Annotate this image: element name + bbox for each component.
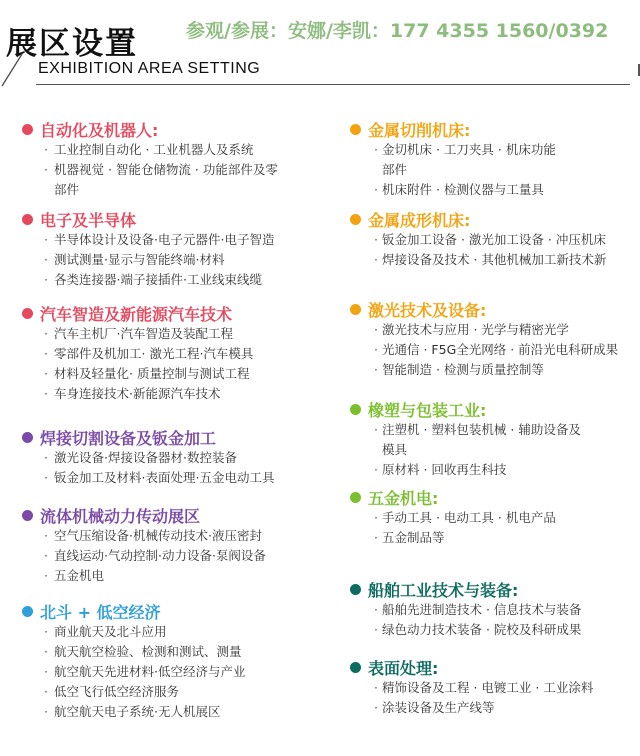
list-item-text: 绿色动力技术装备 · 院校及科研成果	[382, 622, 582, 637]
list-item-text: 激光技术与应用 · 光学与精密光学	[382, 322, 569, 337]
list-item-text: 零部件及机加工· 激光工程·汽车模具	[54, 346, 254, 361]
section-header	[340, 486, 640, 508]
bullet-dot-icon	[22, 606, 33, 617]
list-item-text: 精饰设备及工程 · 电镀工业 · 工业涂料	[382, 680, 594, 695]
list-item	[340, 460, 640, 480]
list-item	[340, 600, 640, 620]
bullet-dot-icon	[350, 404, 361, 415]
list-item	[0, 160, 340, 200]
section-header	[340, 656, 640, 678]
section-header	[0, 426, 340, 448]
section-title: 自动化及机器人:	[40, 121, 159, 140]
section-item-list	[340, 678, 640, 718]
bullet-dot-icon	[22, 124, 33, 135]
list-bullet-icon: ·	[44, 684, 48, 699]
decorative-slash	[0, 52, 40, 88]
list-bullet-icon: ·	[44, 450, 48, 465]
list-bullet-icon: ·	[374, 182, 378, 197]
section-header	[340, 118, 640, 140]
section-header	[340, 578, 640, 600]
section-title: 流体机械动力传动展区	[40, 507, 201, 526]
list-item-text: 金切机床 · 工刀夹具 · 机床功能 部件	[382, 142, 556, 177]
bullet-dot-icon	[22, 214, 33, 225]
list-bullet-icon: ·	[374, 322, 378, 337]
bullet-dot-icon	[350, 492, 361, 503]
list-item	[0, 468, 340, 488]
list-bullet-icon: ·	[374, 252, 378, 267]
list-item-text: 低空飞行低空经济服务	[54, 684, 180, 699]
list-bullet-icon: ·	[44, 528, 48, 543]
section-title: 焊接切割设备及钣金加工	[40, 429, 217, 448]
list-bullet-icon: ·	[44, 252, 48, 267]
section-title: 激光技术及设备:	[368, 301, 487, 320]
list-item-text: 焊接设备及技术 · 其他机械加工新技术新	[382, 252, 607, 267]
list-bullet-icon: ·	[44, 326, 48, 341]
section-item-list	[340, 320, 640, 380]
list-item	[340, 230, 640, 250]
list-item-text: 船舶先进制造技术 · 信息技术与装备	[382, 602, 582, 617]
list-item-text: 手动工具 · 电动工具 · 机电产品	[382, 510, 556, 525]
list-item-text: 航空航天先进材料·低空经济与产业	[54, 664, 246, 679]
list-item	[0, 702, 340, 722]
exhibit-section	[0, 504, 340, 586]
list-item	[0, 642, 340, 662]
list-item	[0, 344, 340, 364]
list-item	[0, 230, 340, 250]
list-item-text: 智能制造 · 检测与质量控制等	[382, 362, 544, 377]
list-item-text: 车身连接技术·新能源汽车技术	[54, 386, 221, 401]
list-item	[0, 448, 340, 468]
contact-line: 参观/参展：安娜/李凯：177 4355 1560/0392	[186, 20, 609, 42]
section-title: 五金机电:	[368, 489, 439, 508]
exhibit-section	[340, 578, 640, 640]
list-item-text: 商业航天及北斗应用	[54, 624, 167, 639]
list-bullet-icon: ·	[44, 644, 48, 659]
list-item-text: 原材料 · 回收再生科技	[382, 462, 507, 477]
section-header	[340, 398, 640, 420]
list-item-text: 汽车主机厂·汽车智造及装配工程	[54, 326, 233, 341]
list-bullet-icon: ·	[374, 530, 378, 545]
list-item-text: 空气压缩设备·机械传动技术·液压密封	[54, 528, 262, 543]
list-item	[0, 140, 340, 160]
section-item-list	[0, 324, 340, 404]
list-bullet-icon: ·	[374, 462, 378, 477]
list-item-text: 航天航空检验、检测和测试、测量	[54, 644, 242, 659]
list-item	[0, 622, 340, 642]
list-bullet-icon: ·	[44, 142, 48, 157]
bullet-dot-icon	[350, 214, 361, 225]
exhibit-section	[340, 118, 640, 200]
list-bullet-icon: ·	[374, 510, 378, 525]
list-item	[340, 320, 640, 340]
page-title-en: EXHIBITION AREA SETTING	[38, 60, 261, 77]
list-item	[340, 528, 640, 548]
list-bullet-icon: ·	[44, 664, 48, 679]
list-item-text: 钣金加工及材料·表面处理·五金电动工具	[54, 470, 275, 485]
section-title: 船舶工业技术与装备:	[368, 581, 519, 600]
edge-mark	[635, 64, 640, 76]
list-item	[340, 420, 640, 460]
list-item	[0, 324, 340, 344]
list-item-text: 测试测量·显示与智能终端·材料	[54, 252, 225, 267]
exhibit-section	[340, 398, 640, 480]
list-item-text: 激光设备·焊接设备器材·数控装备	[54, 450, 237, 465]
bullet-dot-icon	[22, 510, 33, 521]
list-item	[0, 566, 340, 586]
section-header	[0, 118, 340, 140]
section-header	[0, 208, 340, 230]
bullet-dot-icon	[22, 432, 33, 443]
section-title: 橡塑与包装工业:	[368, 401, 487, 420]
exhibit-section	[0, 118, 340, 200]
section-title: 北斗 + 低空经济	[40, 603, 161, 622]
section-header	[0, 600, 340, 622]
list-bullet-icon: ·	[44, 470, 48, 485]
bullet-dot-icon	[350, 584, 361, 595]
list-item-text: 直线运动·气动控制·动力设备·泵阀设备	[54, 548, 266, 563]
list-item	[340, 698, 640, 718]
list-item	[0, 270, 340, 290]
list-item-text: 五金制品等	[382, 530, 445, 545]
exhibit-section	[340, 298, 640, 380]
list-bullet-icon: ·	[44, 624, 48, 639]
list-item	[340, 340, 640, 360]
list-item-text: 钣金加工设备 · 激光加工设备 · 冲压机床	[382, 232, 606, 247]
list-item-text: 注塑机 · 塑料包装机械 · 辅助设备及 模具	[382, 422, 581, 457]
list-item	[340, 360, 640, 380]
list-bullet-icon: ·	[44, 548, 48, 563]
section-title: 金属切削机床:	[368, 121, 471, 140]
list-item	[340, 140, 640, 180]
list-item	[0, 250, 340, 270]
section-item-list	[0, 140, 340, 200]
section-title: 汽车智造及新能源汽车技术	[40, 305, 233, 324]
list-bullet-icon: ·	[44, 568, 48, 583]
bullet-dot-icon	[350, 124, 361, 135]
list-bullet-icon: ·	[44, 232, 48, 247]
exhibit-section	[0, 426, 340, 488]
list-item-text: 光通信 · F5G全光网络 · 前沿光电科研成果	[382, 342, 619, 357]
section-item-list	[340, 600, 640, 640]
section-item-list	[0, 448, 340, 488]
exhibit-section	[340, 208, 640, 270]
list-item	[340, 250, 640, 270]
list-item	[0, 364, 340, 384]
list-bullet-icon: ·	[374, 622, 378, 637]
list-item-text: 各类连接器·端子接插件·工业线束线缆	[54, 272, 262, 287]
section-header	[340, 298, 640, 320]
list-item	[0, 682, 340, 702]
title-rule	[36, 84, 630, 85]
list-bullet-icon: ·	[374, 362, 378, 377]
list-bullet-icon: ·	[374, 232, 378, 247]
list-item-text: 机器视觉 · 智能仓储物流 · 功能部件及零 部件	[54, 162, 278, 197]
list-item	[340, 180, 640, 200]
list-item-text: 半导体设计及设备·电子元器件·电子智造	[54, 232, 275, 247]
section-title: 金属成形机床:	[368, 211, 471, 230]
list-bullet-icon: ·	[374, 142, 378, 157]
list-bullet-icon: ·	[44, 162, 48, 177]
exhibit-section	[0, 208, 340, 290]
section-header	[340, 208, 640, 230]
list-bullet-icon: ·	[374, 602, 378, 617]
list-item	[340, 620, 640, 640]
list-bullet-icon: ·	[374, 680, 378, 695]
section-item-list	[340, 420, 640, 480]
list-item-text: 机床附件 · 检测仪器与工量具	[382, 182, 544, 197]
list-item	[0, 546, 340, 566]
list-bullet-icon: ·	[44, 386, 48, 401]
exhibit-section	[340, 656, 640, 718]
exhibit-section	[0, 302, 340, 404]
list-item-text: 涂装设备及生产线等	[382, 700, 495, 715]
section-item-list	[340, 230, 640, 270]
list-item	[0, 662, 340, 682]
section-header	[0, 504, 340, 526]
bullet-dot-icon	[350, 662, 361, 673]
bullet-dot-icon	[350, 304, 361, 315]
section-item-list	[0, 526, 340, 586]
list-bullet-icon: ·	[374, 700, 378, 715]
list-item	[340, 678, 640, 698]
list-item	[0, 384, 340, 404]
list-bullet-icon: ·	[44, 346, 48, 361]
section-title: 电子及半导体	[40, 211, 137, 230]
list-item-text: 航空航天电子系统·无人机展区	[54, 704, 221, 719]
list-item-text: 工业控制自动化 · 工业机器人及系统	[54, 142, 254, 157]
section-item-list	[340, 140, 640, 200]
exhibit-section	[340, 486, 640, 548]
list-item	[340, 508, 640, 528]
exhibit-section	[0, 600, 340, 722]
page-title-cn: 展区设置	[6, 26, 138, 62]
list-bullet-icon: ·	[374, 342, 378, 357]
bullet-dot-icon	[22, 308, 33, 319]
list-bullet-icon: ·	[44, 366, 48, 381]
section-item-list	[0, 622, 340, 722]
list-item-text: 材料及轻量化· 质量控制与测试工程	[54, 366, 250, 381]
list-bullet-icon: ·	[374, 422, 378, 437]
list-item	[0, 526, 340, 546]
list-bullet-icon: ·	[44, 272, 48, 287]
list-item-text: 五金机电	[54, 568, 105, 583]
list-bullet-icon: ·	[44, 704, 48, 719]
section-item-list	[340, 508, 640, 548]
section-title: 表面处理:	[368, 659, 439, 678]
section-header	[0, 302, 340, 324]
section-item-list	[0, 230, 340, 290]
